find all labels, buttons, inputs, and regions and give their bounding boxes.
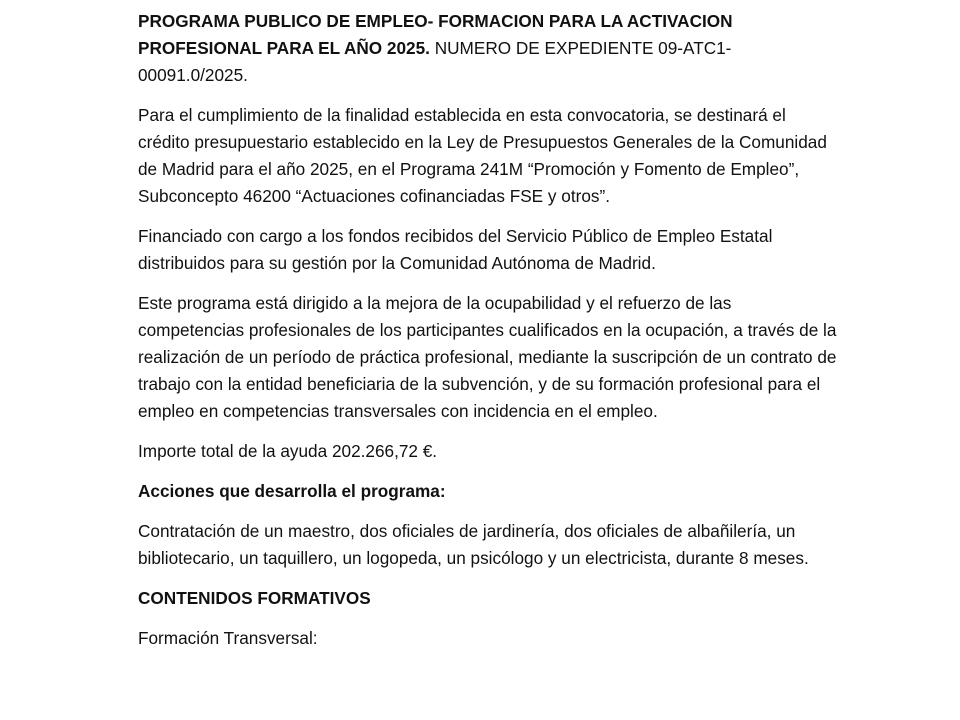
actions-paragraph: Contratación de un maestro, dos oficiales de jardinería, dos oficiales de albañilería, un bibliotecario, un taquillero, un logopeda, un psicólogo y un electricista, durante 8 meses. — [138, 521, 809, 568]
amount-paragraph: Importe total de la ayuda 202.266,72 €. — [138, 441, 438, 461]
intro-paragraph — [138, 8, 838, 89]
credit-paragraph: Para el cumplimiento de la finalidad establecida en esta convocatoria, se destinará el crédito presupuestario establecido en la Ley de Presupuestos Generales de la Comunidad de Madrid para el año 2025, en el Programa 241M “Promoción y Fomento de Empleo”, Subconcepto 46200 “Actuaciones cofinanciadas FSE y otros”. — [138, 105, 827, 206]
cut-off-line: Formación Transversal: — [138, 628, 318, 648]
actions-heading: Acciones que desarrolla el programa: — [138, 481, 446, 501]
expediente-number: NUMERO DE EXPEDIENTE 09-ATC1-00091.0/2025. — [138, 38, 732, 85]
program-title: PROGRAMA PUBLICO DE EMPLEO- FORMACION PARA LA ACTIVACION PROFESIONAL PARA EL AÑO 2025. — [138, 11, 733, 58]
contents-heading: CONTENIDOS FORMATIVOS — [138, 588, 371, 608]
document-page — [138, 8, 838, 665]
funding-paragraph: Financiado con cargo a los fondos recibidos del Servicio Público de Empleo Estatal distribuidos para su gestión por la Comunidad Autónoma de Madrid. — [138, 226, 773, 273]
purpose-paragraph: Este programa está dirigido a la mejora de la ocupabilidad y el refuerzo de las competencias profesionales de los participantes cualificados en la ocupación, a través de la realización de un período de práctica profesional, mediante la suscripción de un contrato de trabajo con la entidad beneficiaria de la subvención, y de su formación profesional para el empleo en competencias transversales con incidencia en el empleo. — [138, 293, 837, 421]
